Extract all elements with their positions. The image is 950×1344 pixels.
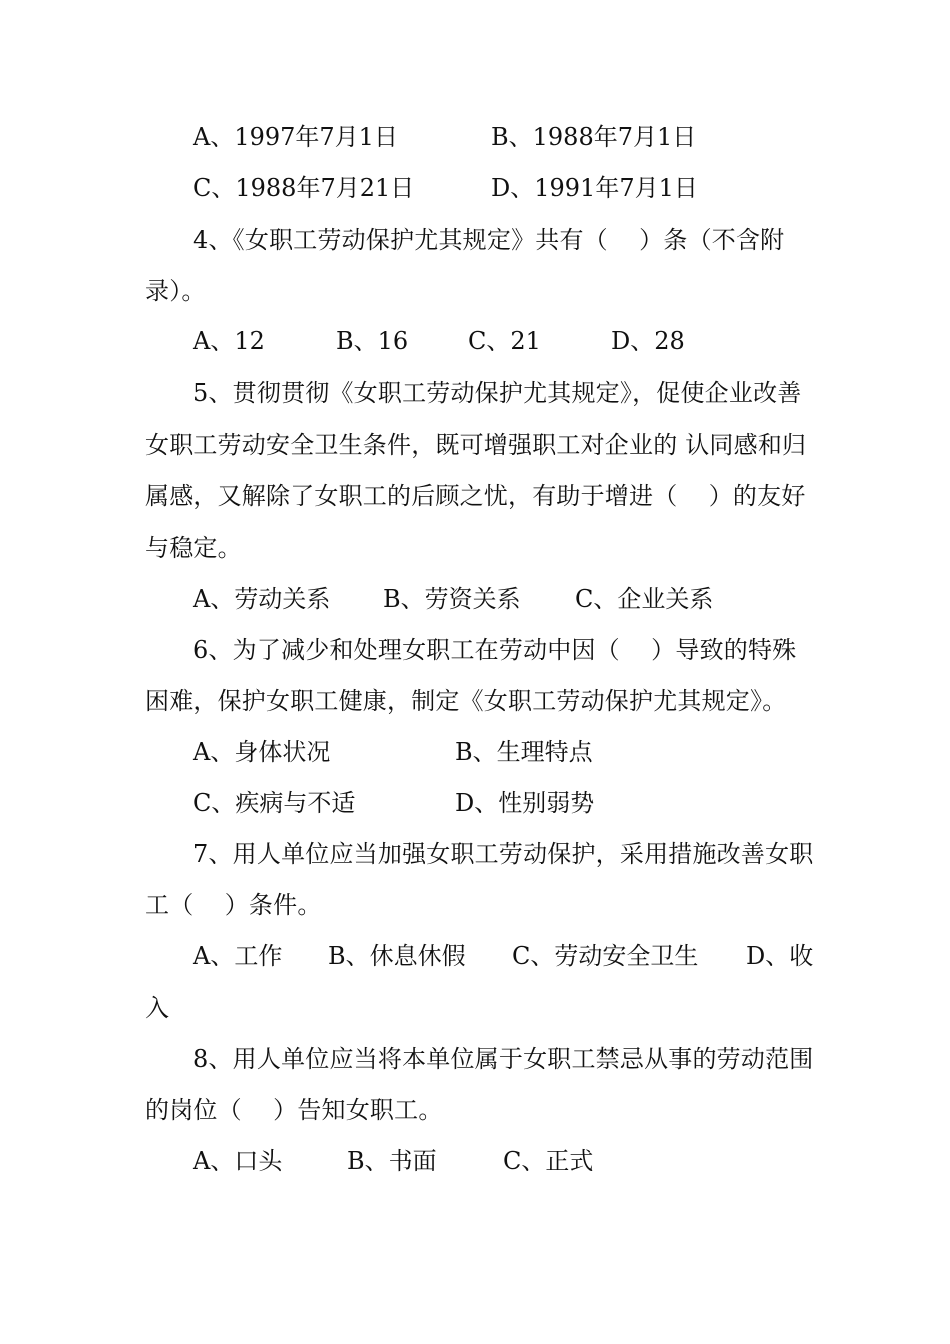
q8-option-c: C、正式 [503, 1147, 594, 1175]
q5-option-b: B、劳资关系 [383, 585, 521, 613]
q4-question-line-1: 4、《女职工劳动保护尤其规定》共有（ ）条（不含附 [193, 226, 785, 254]
q3-option-a: A、1997年7月1日 [193, 123, 398, 151]
q7-option-a: A、工作 [193, 942, 283, 970]
q7-option-c: C、劳动安全卫生 [512, 942, 699, 970]
q7-question-line-1: 7、用人单位应当加强女职工劳动保护，采用措施改善女职 [193, 840, 814, 868]
q7-option-d-wrap: 入 [145, 994, 170, 1022]
q4-option-c: C、21 [468, 327, 541, 355]
q8-question-line-1: 8、用人单位应当将本单位属于女职工禁忌从事的劳动范围 [193, 1045, 814, 1073]
q6-option-d: D、性别弱势 [455, 789, 595, 817]
q3-option-d: D、1991年7月1日 [491, 174, 698, 202]
q5-question-line-3: 属感，又解除了女职工的后顾之忧，有助于增进（ ）的友好 [145, 482, 806, 510]
q5-option-c: C、企业关系 [575, 585, 714, 613]
q8-option-a: A、口头 [193, 1147, 283, 1175]
q4-option-d: D、28 [611, 327, 685, 355]
q6-option-a: A、身体状况 [193, 738, 331, 766]
q5-option-a: A、劳动关系 [193, 585, 331, 613]
q3-option-b: B、1988年7月1日 [491, 123, 697, 151]
q4-option-a: A、12 [193, 327, 265, 355]
q6-option-b: B、生理特点 [455, 738, 593, 766]
q6-question-line-2: 困难，保护女职工健康，制定《女职工劳动保护尤其规定》。 [145, 687, 787, 715]
q6-question-line-1: 6、为了减少和处理女职工在劳动中因（ ）导致的特殊 [193, 636, 797, 664]
q7-option-d: D、收 [746, 942, 814, 970]
q7-option-b: B、休息休假 [328, 942, 466, 970]
q3-option-c: C、1988年7月21日 [193, 174, 415, 202]
q5-question-line-1: 5、贯彻贯彻《女职工劳动保护尤其规定》，促使企业改善 [193, 379, 802, 407]
q5-question-line-2: 女职工劳动安全卫生条件，既可增强职工对企业的 认同感和归 [145, 431, 807, 459]
q7-question-line-2: 工（ ）条件。 [145, 891, 322, 919]
q5-question-line-4: 与稳定。 [145, 534, 242, 562]
q6-option-c: C、疾病与不适 [193, 789, 356, 817]
q8-option-b: B、书面 [347, 1147, 437, 1175]
q8-question-line-2: 的岗位（ ）告知女职工。 [145, 1096, 443, 1124]
q4-question-line-2: 录）。 [145, 277, 206, 305]
q4-option-b: B、16 [336, 327, 409, 355]
